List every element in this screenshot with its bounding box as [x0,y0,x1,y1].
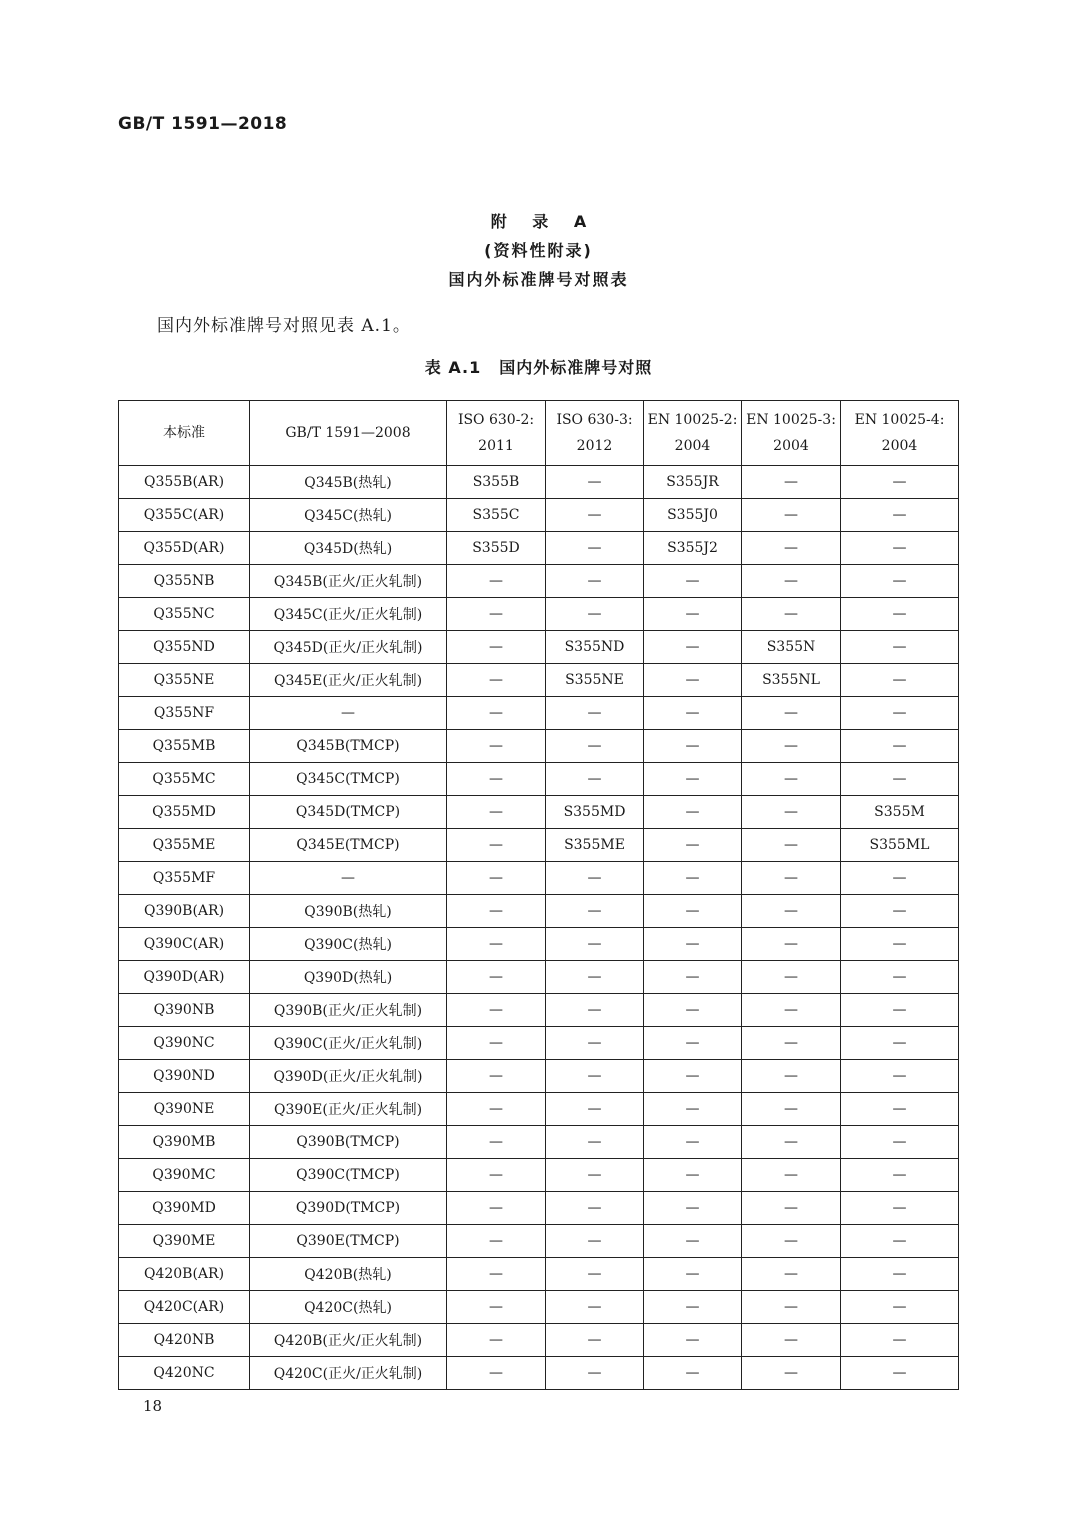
table-cell: — [546,1324,644,1357]
table-cell: Q390C(TMCP) [250,1159,447,1192]
table-cell: — [546,961,644,994]
table-cell: Q420NB [119,1324,250,1357]
table-cell: — [742,1258,841,1291]
table-cell: — [447,1258,546,1291]
column-header-line: EN 10025-4: [854,412,945,428]
table-cell: — [742,1093,841,1126]
table-cell: — [742,862,841,895]
table-cell: — [447,598,546,631]
table-cell: Q355NE [119,664,250,697]
table-cell: — [742,928,841,961]
table-cell: Q390B(热轧) [250,895,447,928]
table-cell: — [546,1060,644,1093]
table-cell: — [644,664,742,697]
table-cell: Q355MC [119,763,250,796]
table-cell: — [447,1060,546,1093]
table-cell: — [742,895,841,928]
table-cell: — [742,730,841,763]
table-header-row [119,401,959,466]
table-cell: — [644,1258,742,1291]
table-cell: — [841,1225,959,1258]
table-cell: — [546,763,644,796]
table-cell: Q355B(AR) [119,466,250,499]
column-header-line: 2012 [576,438,613,454]
table-caption-number: 表 A.1 [424,358,482,377]
table-cell: — [644,730,742,763]
column-header-line: ISO 630-3: [556,412,633,428]
table-cell: Q355ME [119,829,250,862]
annex-type: (资料性附录) [484,241,593,260]
table-cell: Q355D(AR) [119,532,250,565]
column-header [546,401,644,466]
page-number: 18 [143,1397,163,1415]
table-row [119,565,959,598]
table-cell: Q345B(正火/正火轧制) [250,565,447,598]
table-cell: — [644,1060,742,1093]
table-cell: — [546,499,644,532]
table-cell: S355J2 [644,532,742,565]
table-caption [0,355,1077,378]
table-cell: — [841,466,959,499]
column-header-line: 2011 [478,438,514,454]
table-cell: Q390NB [119,994,250,1027]
table-cell: — [447,1225,546,1258]
table-row [119,1291,959,1324]
table-cell: — [742,1291,841,1324]
table-cell: — [742,1225,841,1258]
table-cell: Q420C(热轧) [250,1291,447,1324]
table-row [119,1258,959,1291]
table-cell: — [546,1225,644,1258]
table-row [119,1093,959,1126]
table-cell: — [742,796,841,829]
table-row [119,763,959,796]
intro-paragraph: 国内外标准牌号对照见表 A.1。 [157,316,411,336]
table-cell: S355C [447,499,546,532]
table-cell: — [447,730,546,763]
table-cell: — [447,763,546,796]
table-cell: — [447,664,546,697]
column-header-line: 本标准 [163,425,205,441]
table-cell: — [841,532,959,565]
table-cell: Q355C(AR) [119,499,250,532]
table-cell: — [742,565,841,598]
table-cell: Q345D(正火/正火轧制) [250,631,447,664]
table-cell: — [447,961,546,994]
table-row [119,1060,959,1093]
table-cell: Q345B(TMCP) [250,730,447,763]
table-cell: S355NE [546,664,644,697]
table-row [119,895,959,928]
table-cell: — [644,1027,742,1060]
table-cell: Q355NC [119,598,250,631]
table-cell: Q345C(正火/正火轧制) [250,598,447,631]
table-cell: Q390C(AR) [119,928,250,961]
table-cell: — [644,1225,742,1258]
table-cell: Q355MF [119,862,250,895]
table-cell: Q390D(AR) [119,961,250,994]
table-cell: Q390E(TMCP) [250,1225,447,1258]
table-cell: S355ML [841,829,959,862]
table-cell: Q390E(正火/正火轧制) [250,1093,447,1126]
column-header-line: GB/T 1591—2008 [285,425,411,441]
table-cell: — [644,1192,742,1225]
table-row [119,598,959,631]
table-row [119,961,959,994]
table-cell: Q420NC [119,1357,250,1390]
table-cell: Q390NC [119,1027,250,1060]
table-cell: — [546,862,644,895]
table-cell: — [841,895,959,928]
table-cell: — [250,697,447,730]
table-cell: — [742,829,841,862]
table-cell: S355M [841,796,959,829]
table-cell: S355MD [546,796,644,829]
table-cell: Q345E(TMCP) [250,829,447,862]
table-cell: S355JR [644,466,742,499]
table-cell: — [841,1291,959,1324]
table-cell: — [546,697,644,730]
table-cell: — [546,1126,644,1159]
table-cell: — [644,1093,742,1126]
table-cell: Q420C(正火/正火轧制) [250,1357,447,1390]
table-row [119,928,959,961]
table-cell: — [546,1357,644,1390]
table-cell: — [644,1126,742,1159]
table-cell: — [546,1258,644,1291]
table-row [119,994,959,1027]
table-cell: Q390D(正火/正火轧制) [250,1060,447,1093]
table-cell: — [841,928,959,961]
table-cell: Q345E(正火/正火轧制) [250,664,447,697]
column-header [841,401,959,466]
table-cell: — [841,1324,959,1357]
table-cell: — [841,994,959,1027]
table-cell: — [841,1126,959,1159]
table-cell: — [447,631,546,664]
table-cell: — [742,1357,841,1390]
table-cell: — [841,730,959,763]
table-cell: S355B [447,466,546,499]
table-cell: — [644,598,742,631]
table-cell: — [447,1027,546,1060]
table-cell: S355ME [546,829,644,862]
table-cell: — [841,1060,959,1093]
table-cell: Q390NE [119,1093,250,1126]
column-header-line: EN 10025-2: [647,412,738,428]
table-cell: — [742,1324,841,1357]
table-cell: Q355NB [119,565,250,598]
column-header-line: 2004 [881,438,918,454]
table-cell: S355D [447,532,546,565]
table-cell: Q355MD [119,796,250,829]
annex-title: 国内外标准牌号对照表 [448,270,629,289]
table-cell: — [644,928,742,961]
table-cell: — [841,631,959,664]
table-cell: — [742,532,841,565]
annex-label: 附 录 A [490,212,597,231]
column-header-line: 2004 [674,438,711,454]
table-cell: — [841,499,959,532]
table-cell: — [447,1192,546,1225]
table-cell: — [644,961,742,994]
table-cell: — [447,895,546,928]
table-cell: — [841,1027,959,1060]
table-cell: Q390B(AR) [119,895,250,928]
table-cell: Q390C(正火/正火轧制) [250,1027,447,1060]
table-cell: — [250,862,447,895]
table-cell: — [644,631,742,664]
table-cell: Q390MC [119,1159,250,1192]
table-cell: Q355NF [119,697,250,730]
table-cell: Q390C(热轧) [250,928,447,961]
table-cell: — [841,1159,959,1192]
table-cell: — [644,796,742,829]
table-cell: — [546,1159,644,1192]
column-header-line: 2004 [773,438,809,454]
table-cell: Q390B(正火/正火轧制) [250,994,447,1027]
table-caption-title: 国内外标准牌号对照 [499,358,653,377]
table-cell: Q345C(TMCP) [250,763,447,796]
table-row [119,697,959,730]
table-cell: — [841,1093,959,1126]
table-cell: — [447,1357,546,1390]
column-header [250,401,447,466]
table-cell: — [742,961,841,994]
table-row [119,796,959,829]
table-cell: Q345C(热轧) [250,499,447,532]
column-header [447,401,546,466]
table-cell: Q390ME [119,1225,250,1258]
column-header [119,401,250,466]
table-row [119,1159,959,1192]
table-cell: — [447,994,546,1027]
table-cell: — [742,994,841,1027]
column-header-line: EN 10025-3: [746,412,836,428]
table-cell: — [447,565,546,598]
table-cell: — [644,1357,742,1390]
table-row [119,1324,959,1357]
column-header-line: ISO 630-2: [457,412,535,428]
table-cell: — [447,829,546,862]
table-cell: Q390B(TMCP) [250,1126,447,1159]
table-row [119,1225,959,1258]
table-body [119,466,959,1390]
table-cell: — [644,565,742,598]
table-cell: — [546,1027,644,1060]
table-cell: Q390ND [119,1060,250,1093]
table-cell: S355NL [742,664,841,697]
table-cell: — [447,1093,546,1126]
table-cell: — [742,1126,841,1159]
table-cell: Q420B(AR) [119,1258,250,1291]
table-cell: — [644,862,742,895]
table-cell: — [841,1192,959,1225]
table-cell: Q390D(TMCP) [250,1192,447,1225]
table-row [119,1027,959,1060]
table-cell: — [841,763,959,796]
table-row [119,862,959,895]
table-cell: Q345B(热轧) [250,466,447,499]
table-row [119,631,959,664]
table-cell: — [546,532,644,565]
table-cell: Q420B(正火/正火轧制) [250,1324,447,1357]
table-cell: — [644,994,742,1027]
table-cell: — [742,1060,841,1093]
table-row [119,1357,959,1390]
table-cell: — [644,697,742,730]
column-header [644,401,742,466]
table-cell: — [546,895,644,928]
table-cell: — [447,1324,546,1357]
table-cell: — [841,598,959,631]
table-cell: Q390D(热轧) [250,961,447,994]
table-cell: Q355ND [119,631,250,664]
table-cell: — [841,697,959,730]
table-row [119,730,959,763]
table-cell: — [644,1291,742,1324]
table-cell: — [546,1192,644,1225]
table-cell: Q345D(热轧) [250,532,447,565]
document-code: GB/T 1591—2018 [118,114,288,134]
table-cell: — [546,565,644,598]
table-row [119,466,959,499]
table-row [119,532,959,565]
table-cell: — [546,466,644,499]
column-header [742,401,841,466]
table-cell: — [742,1159,841,1192]
table-cell: — [546,730,644,763]
table-cell: — [742,1027,841,1060]
table-cell: — [841,961,959,994]
table-cell: Q390MD [119,1192,250,1225]
table-cell: — [447,796,546,829]
table-cell: Q420C(AR) [119,1291,250,1324]
table-cell: — [644,1324,742,1357]
table-cell: — [841,862,959,895]
table-cell: — [546,928,644,961]
table-cell: — [447,1126,546,1159]
table-cell: — [546,994,644,1027]
table-cell: S355N [742,631,841,664]
table-row [119,664,959,697]
table-cell: — [447,1159,546,1192]
table-cell: Q390MB [119,1126,250,1159]
table-cell: — [546,1093,644,1126]
table-cell: — [742,598,841,631]
table-row [119,829,959,862]
table-cell: — [644,829,742,862]
table-cell: Q345D(TMCP) [250,796,447,829]
table-cell: — [742,466,841,499]
table-row [119,1126,959,1159]
table-cell: — [742,1192,841,1225]
table-cell: — [546,598,644,631]
table-cell: — [644,1159,742,1192]
table-cell: — [447,697,546,730]
table-cell: — [841,1357,959,1390]
table-cell: — [447,1291,546,1324]
table-cell: — [546,1291,644,1324]
table-cell: — [742,697,841,730]
table-cell: — [447,928,546,961]
table-cell: S355J0 [644,499,742,532]
table-cell: — [644,895,742,928]
table-cell: — [644,763,742,796]
table-cell: — [742,499,841,532]
table-cell: Q420B(热轧) [250,1258,447,1291]
table-cell: — [841,565,959,598]
table-cell: Q355MB [119,730,250,763]
table-row [119,1192,959,1225]
table-row [119,499,959,532]
table-cell: S355ND [546,631,644,664]
grade-comparison-table [118,400,959,1390]
table-cell: — [841,664,959,697]
table-cell: — [841,1258,959,1291]
table-cell: — [742,763,841,796]
table-cell: — [447,862,546,895]
